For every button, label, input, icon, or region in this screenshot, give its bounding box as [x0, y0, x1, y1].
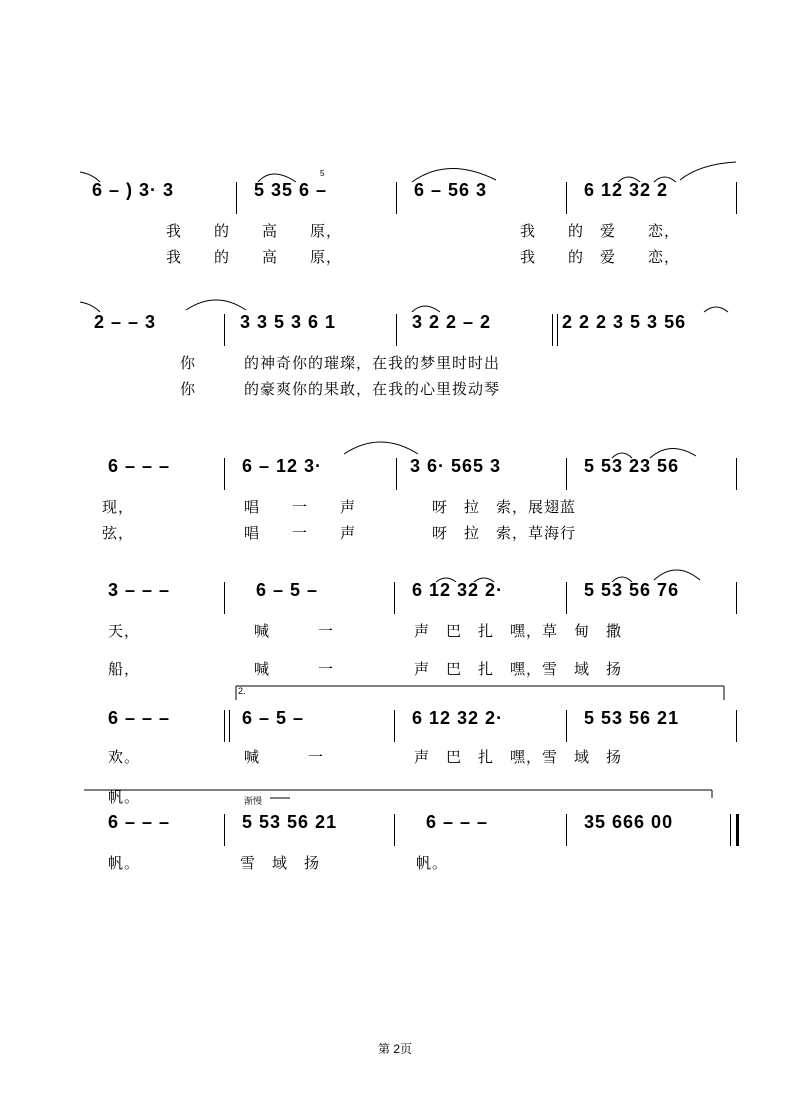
lyric-text: 呀 拉 索，展翅蓝 [432, 499, 577, 516]
lyric-text: 我 的 爱 恋， [520, 223, 681, 240]
lyric-text: 帆。 [108, 855, 141, 872]
tempo-marking: 渐慢 [244, 796, 263, 806]
lyric-line [80, 246, 740, 297]
barline [396, 458, 397, 490]
lyric-text: 喊 一 [254, 661, 335, 678]
barline [224, 814, 225, 846]
barline [566, 458, 567, 490]
barline [566, 814, 567, 846]
note-group: 6 12 32 2· [412, 708, 504, 728]
note-group: 5 53 23 56 [584, 456, 680, 476]
note-group: 6 – 5 – [256, 580, 319, 600]
lyric-line [80, 852, 740, 920]
note-group: 6 – – – [108, 708, 171, 728]
note-group: 3 6· 565 3 [410, 456, 502, 476]
note-group: 5 35 6 – [254, 180, 328, 200]
lyric-text: 唱 一 声 [244, 499, 357, 516]
lyric-text: 帆。 [108, 789, 141, 806]
final-barline [736, 814, 739, 846]
note-group: 6 12 32 2 [584, 180, 669, 200]
barline [736, 182, 737, 214]
barline [396, 314, 397, 346]
lyric-text: 声 巴 扎 嘿，雪 域 扬 [414, 749, 623, 766]
barline [236, 182, 237, 214]
lyric-text: 欢。 [108, 749, 141, 766]
lyric-text: 天， [108, 623, 141, 640]
note-group: 2 – – 3 [94, 312, 157, 332]
score-row-1 [80, 180, 740, 220]
note-group: 6 – 56 3 [414, 180, 488, 200]
barline [394, 814, 395, 846]
note-group: 3 – – – [108, 580, 171, 600]
lyric-text: 我 的 高 原， [166, 223, 343, 240]
lyric-text: 唱 一 声 [244, 525, 357, 542]
score-row-5 [80, 708, 740, 748]
grace-note: 5 [320, 169, 325, 178]
note-group: 3 2 2 – 2 [412, 312, 492, 332]
barline [396, 182, 397, 214]
note-group: 6 12 32 2· [412, 580, 504, 600]
barline [394, 710, 395, 742]
barline [566, 582, 567, 614]
barline [224, 314, 225, 346]
note-group: 6 – – – [426, 812, 489, 832]
barline [394, 582, 395, 614]
lyric-text: 弦， [102, 525, 135, 542]
score-row-4 [80, 580, 740, 620]
repeat-barline [552, 314, 553, 346]
barline [736, 458, 737, 490]
note-group: 35 666 00 [584, 812, 674, 832]
page-number: 第 2页 [377, 1042, 412, 1056]
volta-label: 2. [238, 686, 246, 696]
score-row-6 [80, 812, 740, 852]
lyric-text: 你 的豪爽你的果敢，在我的心里拨动琴 [180, 381, 501, 398]
note-group: 6 – – – [108, 456, 171, 476]
lyric-text: 现， [102, 499, 135, 516]
barline [736, 582, 737, 614]
lyric-text: 呀 拉 索，草海行 [432, 525, 577, 542]
note-group: 2 2 2 3 5 3 56 [562, 312, 687, 332]
lyric-text: 船， [108, 661, 141, 678]
repeat-barline [224, 710, 225, 742]
lyric-text: 你 的神奇你的璀璨，在我的梦里时时出 [180, 355, 501, 372]
barline [736, 710, 737, 742]
lyric-text: 帆。 [416, 855, 449, 872]
note-group: 5 53 56 21 [242, 812, 338, 832]
note-group: 5 53 56 21 [584, 708, 680, 728]
lyric-text: 我 的 高 原， [166, 249, 343, 266]
note-group: 6 – 5 – [242, 708, 305, 728]
lyric-text: 喊 一 [244, 749, 325, 766]
note-group: 6 – ) 3· 3 [92, 180, 175, 200]
score-row-2 [80, 312, 740, 352]
lyric-text: 喊 一 [254, 623, 335, 640]
note-group: 6 – – – [108, 812, 171, 832]
barline [224, 582, 225, 614]
note-group: 6 – 12 3· [242, 456, 323, 476]
score-row-3 [80, 456, 740, 496]
barline [566, 182, 567, 214]
lyric-text: 声 巴 扎 嘿，草 甸 撒 [414, 623, 623, 640]
lyric-text: 雪 域 扬 [240, 855, 321, 872]
lyric-text: 声 巴 扎 嘿，雪 域 扬 [414, 661, 623, 678]
note-group: 3 3 5 3 6 1 [240, 312, 337, 332]
barline [224, 458, 225, 490]
note-group: 5 53 56 76 [584, 580, 680, 600]
lyric-text: 我 的 爱 恋， [520, 249, 681, 266]
lyric-line [80, 378, 740, 412]
barline [566, 710, 567, 742]
